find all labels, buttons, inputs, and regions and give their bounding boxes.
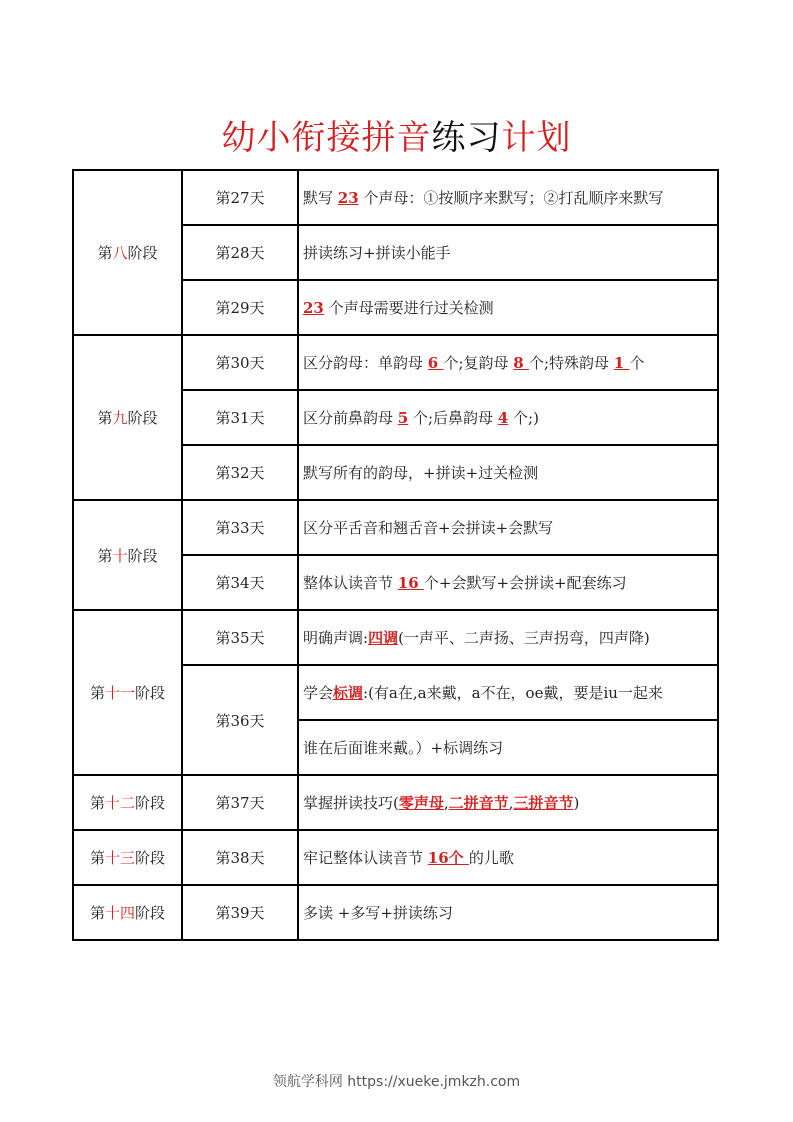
day-cell: 第33天: [182, 500, 298, 555]
plan-table: [72, 169, 719, 941]
page-title: 幼小衔接拼音练习计划: [221, 118, 572, 158]
day-cell: 第32天: [182, 445, 298, 500]
task-cell: 掌握拼读技巧(零声母,二拼音节,三拼音节): [298, 775, 718, 830]
stage-label: 第十一阶段: [73, 610, 182, 775]
day-cell: 第29天: [182, 280, 298, 335]
stage-label: 第八阶段: [73, 170, 182, 335]
task-cell: 谁在后面谁来戴。）+标调练习: [298, 720, 718, 775]
table-row: [73, 170, 718, 225]
stage-label: 第九阶段: [73, 335, 182, 500]
table-row: [73, 830, 718, 885]
task-cell: 多读 +多写+拼读练习: [298, 885, 718, 940]
footer-watermark: 领航学科网 https://xueke.jmkzh.com: [272, 1074, 521, 1090]
day-cell: 第39天: [182, 885, 298, 940]
task-cell: 区分韵母：单韵母 6 个;复韵母 8 个;特殊韵母 1 个: [298, 335, 718, 390]
table-row: [73, 335, 718, 390]
table-row: [73, 500, 718, 555]
task-cell: 牢记整体认读音节 16个 的儿歌: [298, 830, 718, 885]
day-cell: 第30天: [182, 335, 298, 390]
stage-label: 第十二阶段: [73, 775, 182, 830]
stage-label: 第十四阶段: [73, 885, 182, 940]
day-cell: 第38天: [182, 830, 298, 885]
table-row: [73, 885, 718, 940]
task-cell: 默写 23 个声母：①按顺序来默写；②打乱顺序来默写: [298, 170, 718, 225]
task-cell: 学会标调:(有a在,a来戴，a不在，oe戴，要是iu一起来: [298, 665, 718, 720]
day-cell: 第35天: [182, 610, 298, 665]
task-cell: 明确声调:四调(一声平、二声扬、三声拐弯，四声降): [298, 610, 718, 665]
day-cell: 第34天: [182, 555, 298, 610]
task-cell: 整体认读音节 16 个+会默写+会拼读+配套练习: [298, 555, 718, 610]
table-row: [73, 775, 718, 830]
stage-label: 第十阶段: [73, 500, 182, 610]
day-cell: 第31天: [182, 390, 298, 445]
day-cell: 第37天: [182, 775, 298, 830]
day-cell: 第36天: [182, 665, 298, 775]
task-cell: 默写所有的韵母，+拼读+过关检测: [298, 445, 718, 500]
stage-label: 第十三阶段: [73, 830, 182, 885]
task-cell: 区分前鼻韵母 5 个;后鼻韵母 4 个;): [298, 390, 718, 445]
task-cell: 拼读练习+拼读小能手: [298, 225, 718, 280]
day-cell: 第28天: [182, 225, 298, 280]
task-cell: 区分平舌音和翘舌音+会拼读+会默写: [298, 500, 718, 555]
day-cell: 第27天: [182, 170, 298, 225]
task-cell: 23 个声母需要进行过关检测: [298, 280, 718, 335]
table-row: [73, 610, 718, 665]
